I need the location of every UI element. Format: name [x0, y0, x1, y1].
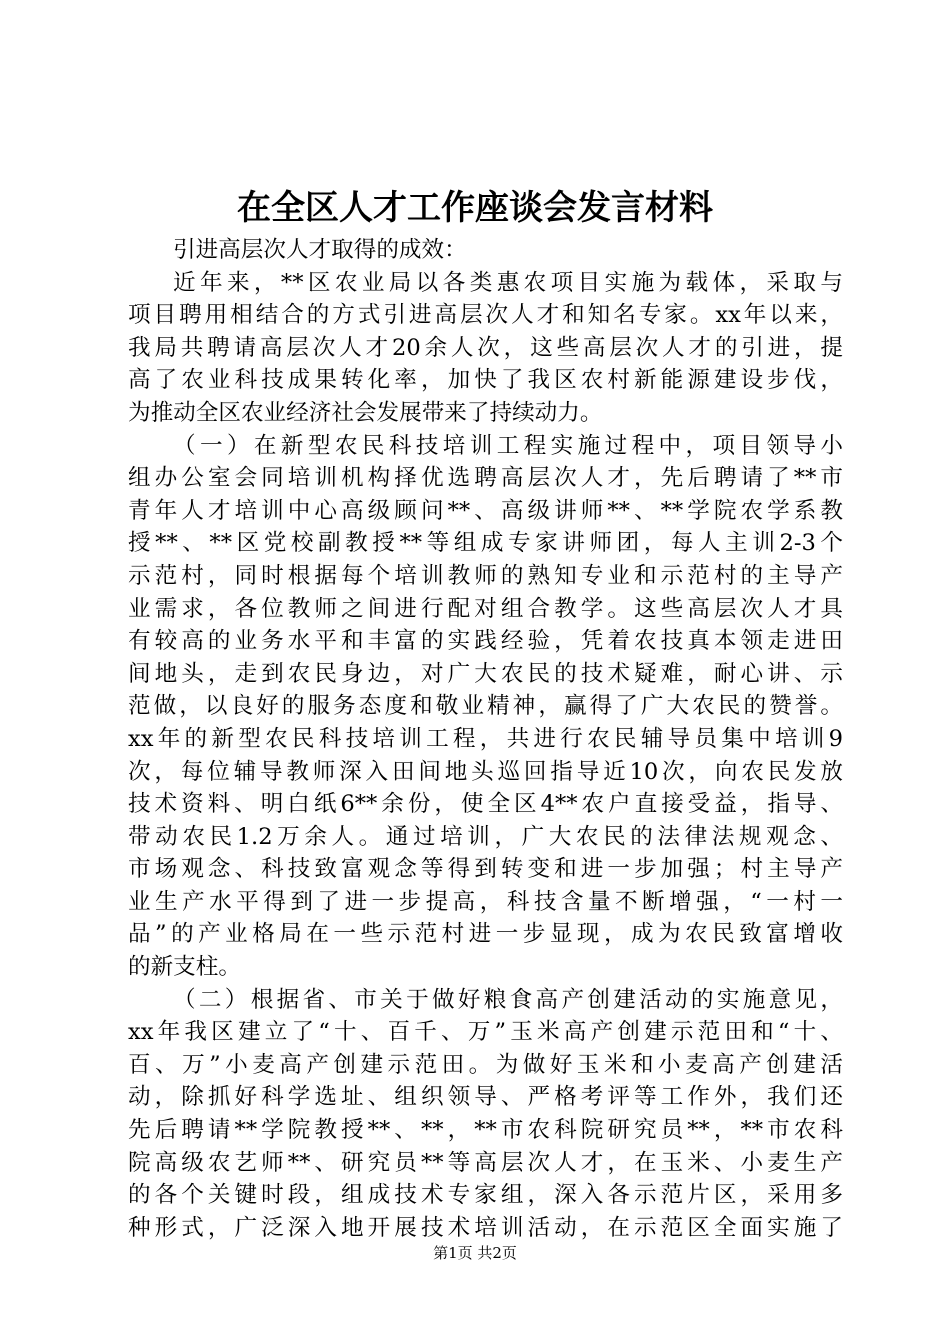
body-text-line: 高了农业科技成果转化率，加快了我区农村新能源建设步伐， [128, 367, 843, 394]
body-text-line: （二）根据省、市关于做好粮食高产创建活动的实施意见， [173, 986, 843, 1013]
body-text-line: 示范村，同时根据每个培训教师的熟知专业和示范村的主导产 [128, 562, 843, 589]
body-text-line: 技术资料、明白纸6**余份，使全区4**农户直接受益，指导、 [128, 791, 843, 818]
body-text-line: 带动农民1.2万余人。通过培训，广大农民的法律法规观念、 [128, 823, 843, 850]
page-footer: 第1页 共2页 [433, 1244, 517, 1262]
body-text-line: xx年我区建立了“十、百千、万”玉米高产创建示范田和“十、 [128, 1019, 843, 1046]
body-text-line: 范做，以良好的服务态度和敬业精神，赢得了广大农民的赞誉。 [128, 693, 843, 720]
body-text-line: 品”的产业格局在一些示范村进一步显现，成为农民致富增收 [128, 921, 843, 948]
body-text-line: （一）在新型农民科技培训工程实施过程中，项目领导小 [173, 432, 843, 459]
body-text-line: 项目聘用相结合的方式引进高层次人才和知名专家。xx年以来， [128, 302, 843, 329]
document-title: 在全区人才工作座谈会发言材料 [237, 188, 713, 228]
body-text-line: 青年人才培训中心高级顾问**、高级讲师**、**学院农学系教 [128, 497, 843, 524]
body-text-line: 我局共聘请高层次人才20余人次，这些高层次人才的引进，提 [128, 334, 843, 361]
body-text-line: 引进高层次人才取得的成效： [173, 237, 467, 263]
body-text-line: 组办公室会同培训机构择优选聘高层次人才，先后聘请了**市 [128, 465, 843, 492]
body-text-line: 种形式，广泛深入地开展技术培训活动，在示范区全面实施了 [128, 1214, 843, 1241]
body-text-line: 有较高的业务水平和丰富的实践经验，凭着农技真本领走进田 [128, 628, 843, 655]
document-body [128, 234, 843, 1244]
body-text-line: 市场观念、科技致富观念等得到转变和进一步加强；村主导产 [128, 856, 843, 883]
body-text-line: 业需求，各位教师之间进行配对组合教学。这些高层次人才具 [128, 595, 843, 622]
body-text-line: 的各个关键时段，组成技术专家组，深入各示范片区，采用多 [128, 1182, 843, 1209]
body-text-line: 近年来，**区农业局以各类惠农项目实施为载体，采取与 [173, 269, 843, 296]
body-text-line: xx年的新型农民科技培训工程，共进行农民辅导员集中培训9 [128, 725, 843, 752]
body-text-line: 次，每位辅导教师深入田间地头巡回指导近10次，向农民发放 [128, 758, 843, 785]
body-text-line: 动，除抓好科学选址、组织领导、严格考评等工作外，我们还 [128, 1084, 843, 1111]
body-text-line: 院高级农艺师**、研究员**等高层次人才，在玉米、小麦生产 [128, 1149, 843, 1176]
body-text-line: 为推动全区农业经济社会发展带来了持续动力。 [128, 399, 603, 426]
body-text-line: 授**、**区党校副教授**等组成专家讲师团，每人主训2-3个 [128, 530, 843, 557]
body-text-line: 间地头，走到农民身边，对广大农民的技术疑难，耐心讲、示 [128, 660, 843, 687]
body-text-line: 百、万”小麦高产创建示范田。为做好玉米和小麦高产创建活 [128, 1051, 843, 1078]
body-text-line: 业生产水平得到了进一步提高，科技含量不断增强，“一村一 [128, 888, 843, 915]
body-text-line: 的新支柱。 [128, 954, 241, 981]
body-text-line: 先后聘请**学院教授**、**，**市农科院研究员**，**市农科 [128, 1117, 843, 1144]
